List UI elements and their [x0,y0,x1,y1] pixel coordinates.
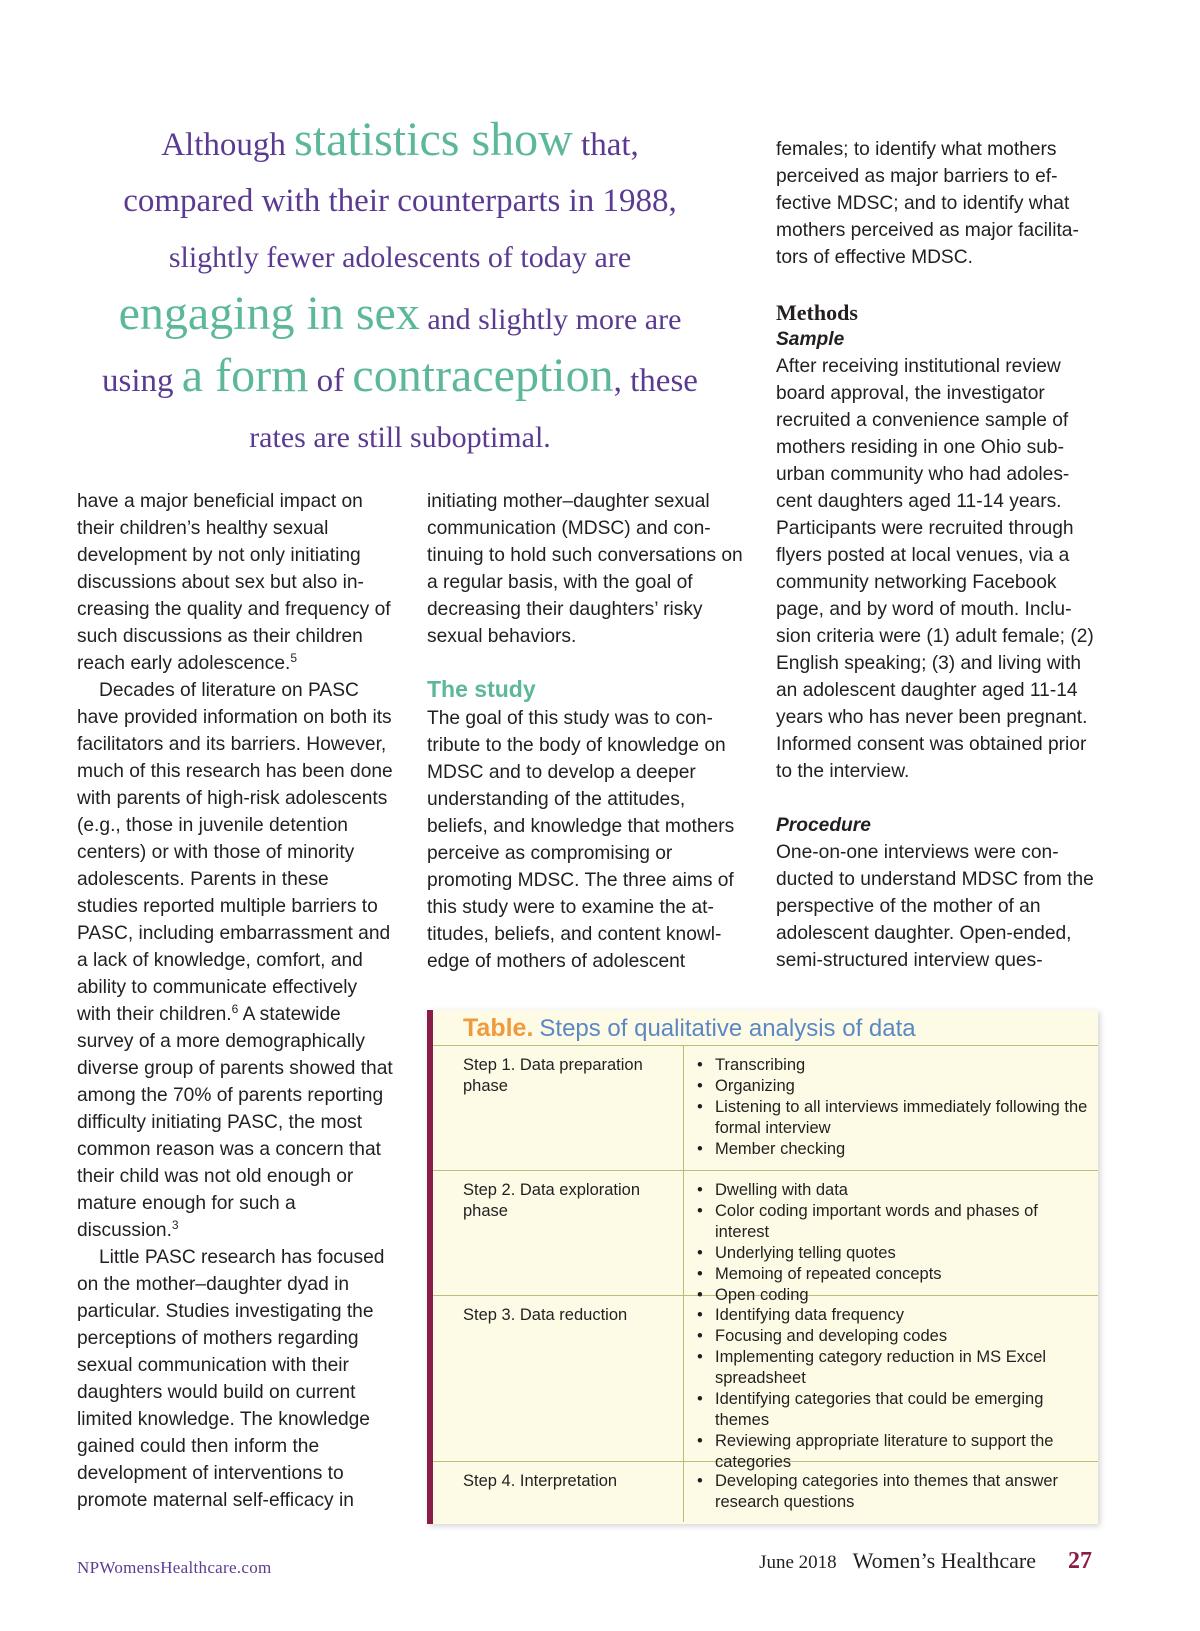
table-row [433,1171,1098,1304]
table-step-label: Step 4. Interpretation [463,1472,618,1490]
list-item: • Developing categories into themes that answer research questions [695,1471,1090,1513]
body-paragraph: initiating mother–daughter sexual communication (MDSC) and continuing to hold such conversations on a regular basis, with the goal of decreasing their daughters’ risky sexual behaviors. [427,491,743,647]
body-paragraph: have a major beneficial impact on their children’s healthy sexual development by not only initiating discussions about sex but also increasing the quality and frequency of such discussions as their children reach early adolescence.$^5$ [77,491,391,674]
table-step-items [695,1305,1090,1473]
pull-quote-line-3: slightly fewer adolescents of today are [168,241,632,274]
pull-quote-line-1: Although statistics show that, [161,113,639,166]
section-heading-the-study: The study [427,676,536,702]
list-item: • Listening to all interviews immediately following the formal interview [695,1097,1090,1139]
table-step-label: Step 1. Data preparation phase [463,1056,643,1095]
pull-quote-line-2: compared with their counterparts in 1988, [123,183,677,219]
table-step-label: Step 3. Data reduction [463,1306,628,1324]
body-paragraph: After receiving institutional review board approval, the investigator recruited a convenience sample of mothers residing in one Ohio suburban community who had adolescent daughters aged 11-14 years. Participants were recruited through flyers posted at local venues, via a community networking Facebook page, and by word of mouth. Inclusion criteria were (1) adult female; (2) English speaking; (3) and living with an adolescent daughter aged 11-14 years who has never been pregnant. Informed consent was obtained prior to the interview. [776,356,1094,782]
pull-quote-line-4: engaging in sex and slightly more are [118,287,682,340]
table-step-label: Step 2. Data exploration phase [463,1181,641,1220]
section-heading-methods: Methods [776,300,858,325]
list-item: • Memoing of repeated concepts [695,1264,1090,1285]
column-3 [776,136,1098,974]
list-item: • Member checking [695,1139,1090,1160]
list-item: • Open coding [695,1285,1090,1306]
table-row [433,1462,1098,1522]
table-step-items [695,1180,1090,1306]
footer-website: NPWomensHealthcare.com [77,1558,272,1577]
pull-quote-line-5: using a form of contraception, these [102,349,698,402]
footer-date: June 2018 [759,1552,837,1573]
table-row [433,1296,1098,1471]
list-item: • Implementing category reduction in MS Excel spreadsheet [695,1347,1090,1389]
table-row [433,1046,1098,1171]
list-item: • Color coding important words and phases of interest [695,1201,1090,1243]
table-title [433,1010,1098,1046]
body-paragraph: Little PASC research has focused on the mother–daughter dyad in particular. Studies investigating the perceptions of mothers regarding sexual communication with their daughters would build on current limited knowledge. The knowledge gained could then inform the development of interventions to promote maternal self-efficacy in [77,1247,385,1511]
list-item: • Transcribing [695,1055,1090,1076]
table-label: Table. [463,1014,534,1042]
list-item: • Identifying data frequency [695,1305,1090,1326]
reference-number: 3 [171,1218,179,1232]
footer-folio [759,1548,1092,1575]
list-item: • Underlying telling quotes [695,1243,1090,1264]
body-paragraph: females; to identify what mothers perceived as major barriers to effective MDSC; and to identify what mothers perceived as major facilitators of effective MDSC. [776,139,1079,268]
table-step-items [695,1471,1090,1513]
pull-quote [70,112,730,466]
list-item: • Focusing and developing codes [695,1326,1090,1347]
table-step-items [695,1055,1090,1160]
list-item: • Organizing [695,1076,1090,1097]
pull-quote-line-6: rates are still suboptimal. [249,421,551,454]
reference-number: 6 [231,1002,239,1016]
table-caption: Steps of qualitative analysis of data [539,1015,916,1042]
column-1 [77,488,393,1514]
footer-magazine-title: Women’s Healthcare [852,1548,1036,1573]
list-item: • Dwelling with data [695,1180,1090,1201]
subheading-sample: Sample [776,329,845,350]
body-paragraph: Decades of literature on PASC have provided information on both its facilitators and its barriers. However, much of this research has been done with parents of high-risk adolescents (e.g., those in juvenile detention centers) or with those of minority adolescents. Parents in these studies reported multiple barriers to PASC, including embarrassment and a lack of knowledge, comfort, and ability to communicate effectively with their children.$^6$ A statewide survey of a more demographically diverse group of parents showed that among the 70% of parents reporting difficulty initiating PASC, the most common reason was a concern that their child was not old enough or mature enough for such a discussion.$^3$ [77,680,393,1241]
body-paragraph: One-on-one interviews were conducted to understand MDSC from the perspective of the mother of an adolescent daughter. Open-ended, semi-structured interview ques- [776,842,1094,971]
list-item: • Reviewing appropriate literature to support the categories [695,1431,1090,1473]
page-number: 27 [1068,1548,1092,1574]
body-paragraph: The goal of this study was to contribute to the body of knowledge on MDSC and to develop a deeper understanding of the attitudes, beliefs, and knowledge that mothers perceive as compromising or promoting MDSC. The three aims of this study were to examine the attitudes, beliefs, and content knowledge of mothers of adolescent [427,708,735,972]
column-2 [427,488,743,975]
analysis-steps-table [427,1010,1098,1524]
reference-number: 5 [290,651,298,665]
subheading-procedure: Procedure [776,815,871,836]
list-item: • Identifying categories that could be emerging themes [695,1389,1090,1431]
